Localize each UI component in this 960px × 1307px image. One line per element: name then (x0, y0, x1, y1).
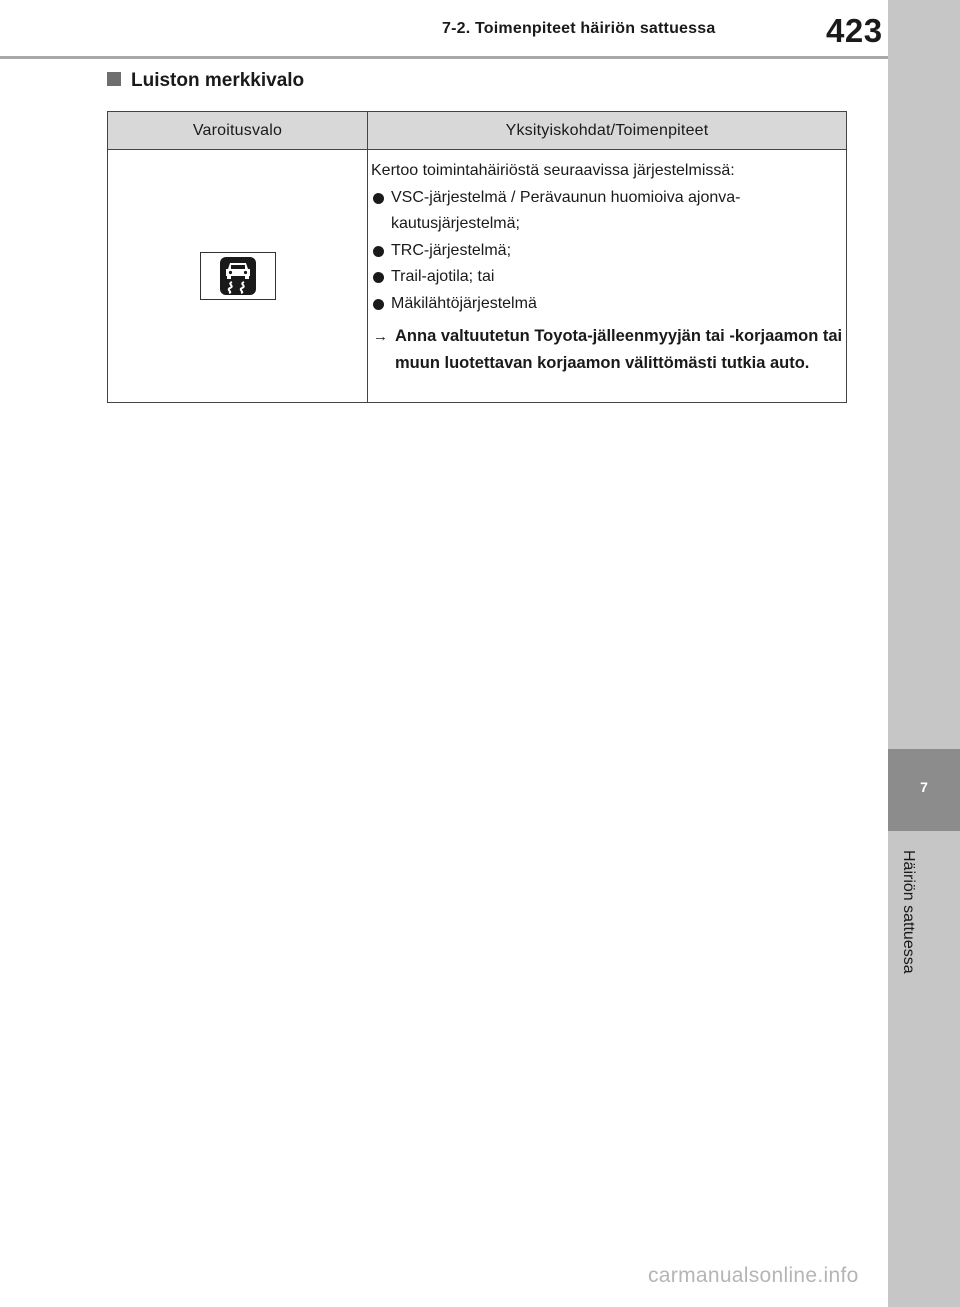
side-tab-strip (888, 0, 960, 1307)
bullet-icon (373, 246, 384, 257)
chapter-number: 7 (920, 779, 928, 795)
affected-systems-list (371, 185, 846, 318)
slip-indicator-svg (220, 257, 256, 295)
list-item (371, 264, 846, 291)
bullet-icon (373, 272, 384, 283)
list-item (371, 238, 846, 265)
chapter-tab (888, 749, 960, 831)
page-number: 423 (826, 12, 883, 49)
list-item (371, 185, 846, 238)
list-item-text: TRC-järjestelmä; (391, 241, 512, 259)
details-cell (368, 150, 847, 403)
header-rule (0, 56, 888, 59)
bullet-icon (373, 193, 384, 204)
column-header-warning-light: Varoitusvalo (108, 112, 368, 150)
watermark: carmanualsonline.info (648, 1264, 859, 1287)
section-heading-text: Luiston merkkivalo (131, 70, 305, 91)
list-item-text: VSC-järjestelmä / Perävaunun huomioiva ajonva-kautusjärjestelmä; (391, 188, 741, 232)
column-header-details: Yksityiskohdat/Toimenpiteet (368, 112, 847, 150)
arrow-right-icon: → (373, 328, 388, 345)
list-item-text: Mäkilähtöjärjestelmä (391, 294, 537, 312)
list-item-text: Trail-ajotila; tai (391, 268, 495, 285)
details-intro: Kertoo toimintahäiriöstä seuraavissa järjestelmissä: (371, 162, 735, 179)
section-heading (107, 70, 304, 92)
list-item (371, 291, 846, 318)
chapter-title: Häiriön sattuessa (900, 850, 917, 974)
warning-light-table (107, 111, 847, 403)
section-title: 7-2. Toimenpiteet häiriön sattuessa (442, 20, 716, 37)
table-row (108, 150, 847, 403)
action-instruction (371, 323, 846, 383)
action-text: Anna valtuutetun Toyota-jälleenmyyjän tai -korjaamon tai muun luotettavan korjaamon välittömästi tutkia auto. (395, 327, 843, 372)
slip-indicator-icon (200, 252, 276, 300)
warning-light-cell (108, 150, 368, 403)
table-header-row (108, 112, 847, 150)
bullet-icon (373, 299, 384, 310)
square-bullet-icon (107, 72, 121, 86)
